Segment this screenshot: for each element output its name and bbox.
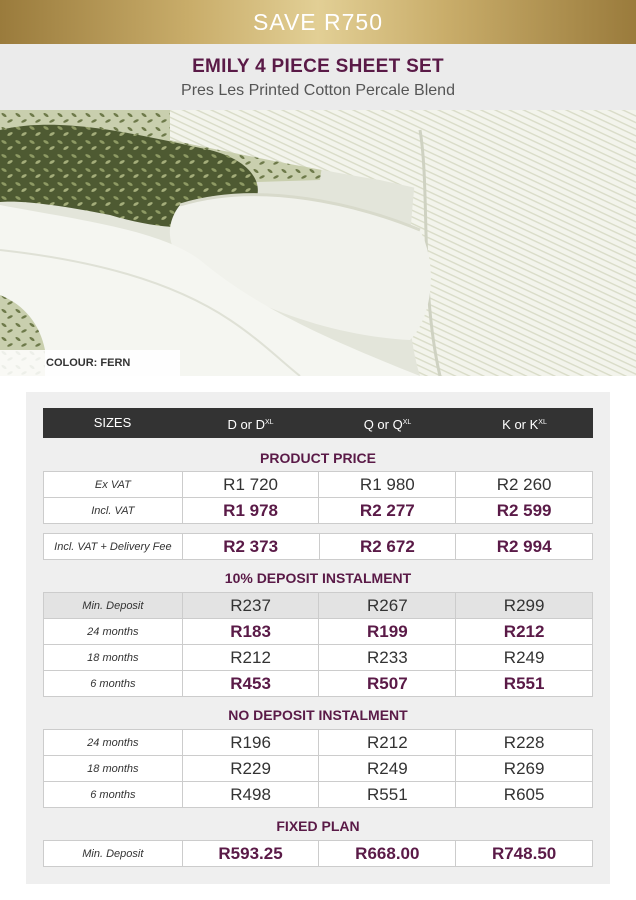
row-label: Incl. VAT + Delivery Fee <box>44 534 183 560</box>
price-cell: R498 <box>182 782 319 808</box>
colour-label: COLOUR: FERN <box>0 350 180 376</box>
deposit-instalment-table <box>43 592 593 697</box>
product-price-table <box>43 471 593 524</box>
row-label: 18 months <box>44 645 183 671</box>
price-cell: R668.00 <box>319 841 456 867</box>
price-cell: R2 599 <box>456 498 593 524</box>
price-cell: R605 <box>456 782 593 808</box>
fixed-plan-title: FIXED PLAN <box>276 818 360 834</box>
price-cell: R551 <box>319 782 456 808</box>
king-size-header <box>456 408 593 438</box>
row-label: Incl. VAT <box>44 498 183 524</box>
double-size-header <box>182 408 319 438</box>
product-photo <box>0 110 636 376</box>
table-row <box>44 619 593 645</box>
row-label: Min. Deposit <box>44 841 183 867</box>
row-label: Min. Deposit <box>44 593 183 619</box>
queen-size-text: Q or Q <box>363 417 403 432</box>
double-size-text: D or D <box>227 417 265 432</box>
table-row <box>44 841 593 867</box>
table-row <box>44 756 593 782</box>
row-label: 6 months <box>44 671 183 697</box>
table-row <box>44 782 593 808</box>
price-cell: R1 978 <box>182 498 319 524</box>
queen-size-header <box>319 408 456 438</box>
price-cell: R212 <box>319 730 456 756</box>
queen-size-sup: XL <box>402 419 412 426</box>
price-cell: R2 277 <box>319 498 456 524</box>
row-label: 24 months <box>44 730 183 756</box>
table-row <box>44 645 593 671</box>
deposit-instalment-title: 10% DEPOSIT INSTALMENT <box>224 570 412 586</box>
table-row <box>44 472 593 498</box>
fixed-plan-table <box>43 840 593 867</box>
no-deposit-instalment-title: NO DEPOSIT INSTALMENT <box>228 707 408 723</box>
price-cell: R212 <box>456 619 593 645</box>
price-cell: R228 <box>456 730 593 756</box>
price-cell: R748.50 <box>456 841 593 867</box>
price-cell: R551 <box>456 671 593 697</box>
price-cell: R233 <box>319 645 456 671</box>
price-cell: R196 <box>182 730 319 756</box>
price-cell: R453 <box>182 671 319 697</box>
price-cell: R1 720 <box>182 472 319 498</box>
table-row <box>44 730 593 756</box>
price-cell: R183 <box>182 619 319 645</box>
price-cell: R507 <box>319 671 456 697</box>
save-banner: SAVE R750 <box>0 0 636 44</box>
product-price-title: PRODUCT PRICE <box>260 450 376 466</box>
price-cell: R2 672 <box>319 534 456 560</box>
table-row <box>44 671 593 697</box>
price-table-panel <box>26 392 610 884</box>
king-size-text: K or K <box>502 417 539 432</box>
price-cell: R2 373 <box>182 534 319 560</box>
price-cell: R237 <box>182 593 319 619</box>
price-cell: R199 <box>319 619 456 645</box>
price-cell: R2 994 <box>456 534 593 560</box>
row-label: Ex VAT <box>44 472 183 498</box>
delivery-price-table <box>43 533 593 560</box>
price-cell: R249 <box>456 645 593 671</box>
product-subtitle: Pres Les Printed Cotton Percale Blend <box>181 82 455 99</box>
product-header <box>0 44 636 110</box>
price-cell: R2 260 <box>456 472 593 498</box>
price-cell: R269 <box>456 756 593 782</box>
table-row <box>44 593 593 619</box>
sizes-header: SIZES <box>93 415 132 430</box>
price-cell: R249 <box>319 756 456 782</box>
price-cell: R593.25 <box>182 841 319 867</box>
row-label: 18 months <box>44 756 183 782</box>
price-cell: R1 980 <box>319 472 456 498</box>
table-row <box>44 534 593 560</box>
double-size-sup: XL <box>265 419 274 426</box>
row-label: 24 months <box>44 619 183 645</box>
price-cell: R212 <box>182 645 319 671</box>
king-size-sup: XL <box>538 419 547 426</box>
price-cell: R267 <box>319 593 456 619</box>
size-header-row <box>43 408 593 438</box>
no-deposit-instalment-table <box>43 729 593 808</box>
bedding-image <box>0 110 636 376</box>
product-title: EMILY 4 PIECE SHEET SET <box>192 56 444 77</box>
row-label: 6 months <box>44 782 183 808</box>
price-cell: R299 <box>456 593 593 619</box>
price-cell: R229 <box>182 756 319 782</box>
table-row <box>44 498 593 524</box>
